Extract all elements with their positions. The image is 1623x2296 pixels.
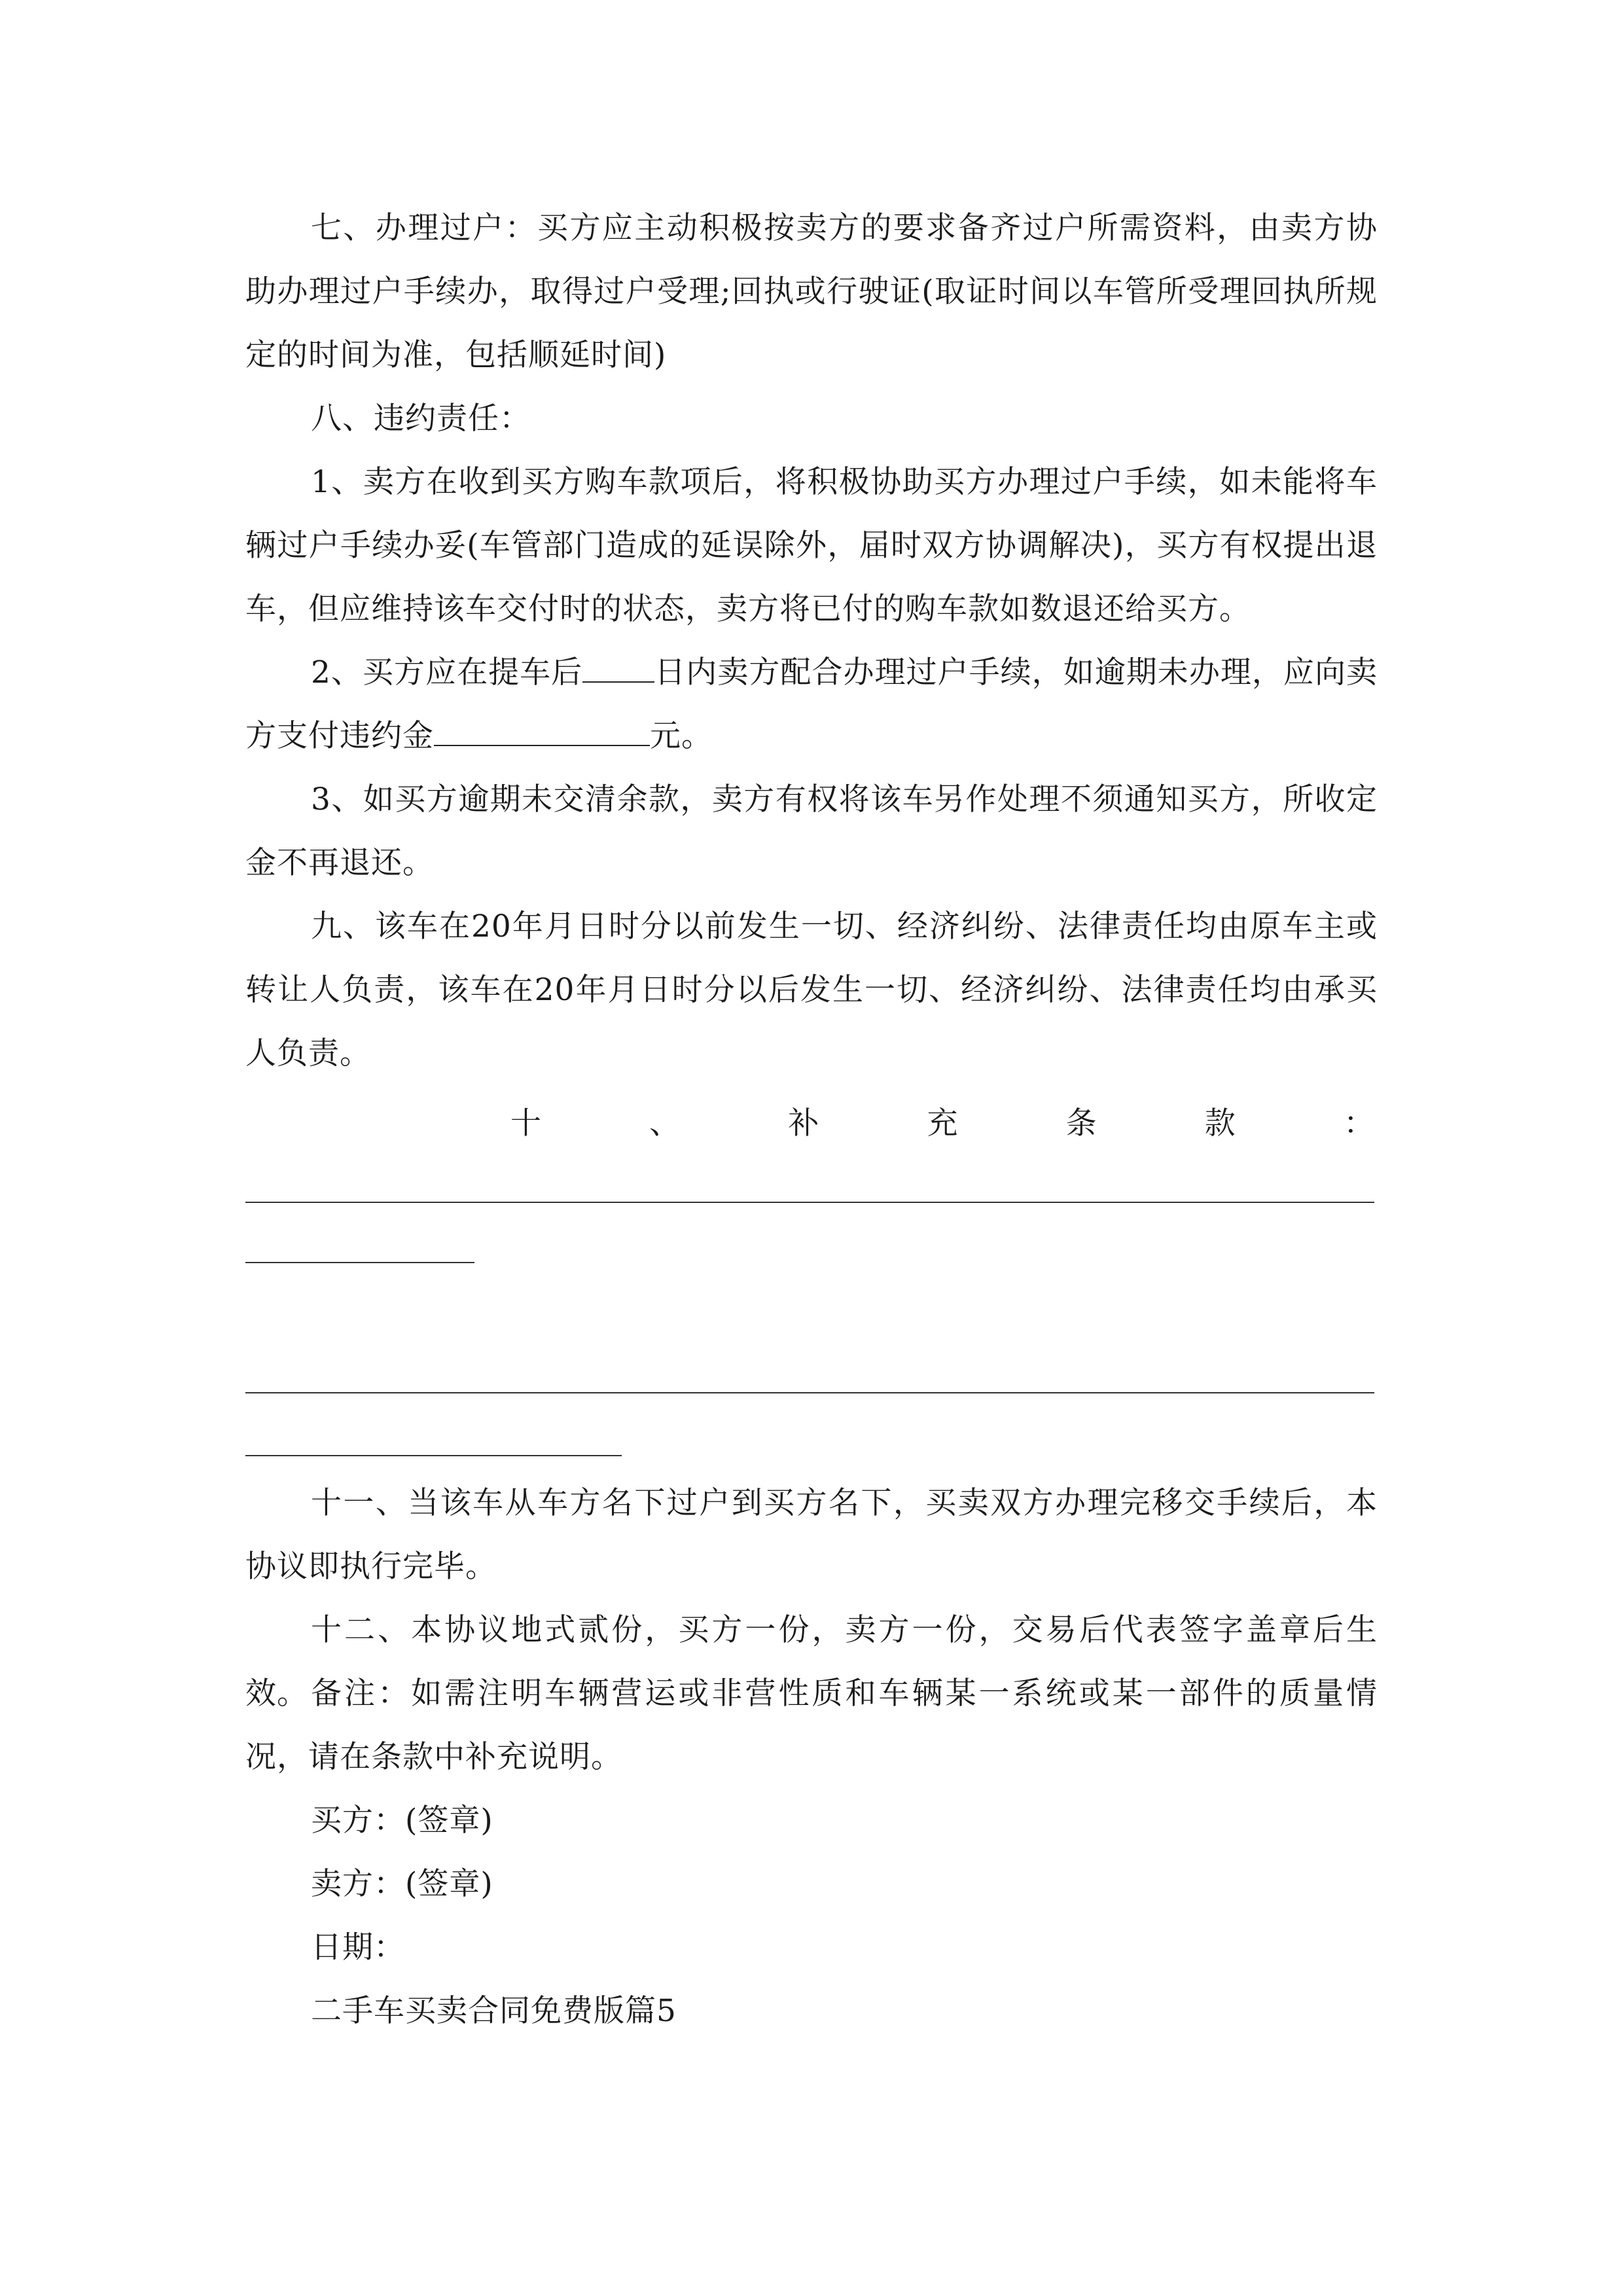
clause-8-item-2 (245, 641, 1378, 768)
buyer-signature: 买方：(签章) (311, 1803, 493, 1839)
supplement-line-2[interactable] (245, 1262, 474, 1263)
clause-8-title: 八、违约责任： (311, 401, 531, 437)
days-blank[interactable] (582, 651, 654, 683)
clause-10-char: 、 (649, 1105, 681, 1141)
clause-10-char: ： (1343, 1105, 1374, 1141)
seller-signature: 卖方：(签章) (311, 1866, 493, 1902)
clause-12: 十二、本协议地式贰份，买方一份，卖方一份，交易后代表签字盖章后生效。 (245, 1612, 1378, 1712)
supplement-line-4[interactable] (245, 1455, 622, 1456)
clause-10-char: 充 (927, 1105, 958, 1141)
clause-11: 十一、当该车从车方名下过户到买方名下，买卖双方办理完移交手续后，本协议即执行完毕。 (245, 1485, 1378, 1585)
supplement-line-3[interactable] (245, 1392, 1374, 1393)
clause-10-char: 条 (1065, 1105, 1097, 1141)
clause-10-char: 十 (510, 1105, 541, 1141)
clause-8-item-2-part-3: 元。 (650, 718, 713, 754)
clause-9: 九、该车在20年月日时分以前发生一切、经济纠纷、法律责任均由原车主或转让人负责，该车在20年月日时分以后发生一切、经济纠纷、法律责任均由承买人负责。 (245, 908, 1378, 1071)
clause-8-item-3: 3、如买方逾期未交清余款，卖方有权将该车另作处理不须通知买方，所收定金不再退还。 (245, 781, 1378, 881)
date-line: 日期： (311, 1929, 405, 1965)
clause-10-char: 补 (788, 1105, 819, 1141)
penalty-amount-blank[interactable] (434, 714, 650, 746)
clause-8-item-2-part-2: 日内卖方配合办理过户手续，如逾期未办理，应向卖方支付违约金 (245, 655, 1378, 754)
clause-7: 七、办理过户：买方应主动积极按卖方的要求备齐过户所需资料，由卖方协助办理过户手续办，取得过户受理;回执或行驶证(取证时间以车管所受理回执所规定的时间为准，包括顺延时间) (245, 210, 1378, 373)
clause-10-heading (510, 1092, 1374, 1155)
supplement-line-1[interactable] (245, 1202, 1374, 1203)
clause-10-char: 款 (1204, 1105, 1236, 1141)
note: 备注：如需注明车辆营运或非营性质和车辆某一系统或某一部件的质量情况，请在条款中补充说明。 (245, 1676, 1378, 1775)
next-section-heading: 二手车买卖合同免费版篇5 (311, 1993, 677, 2029)
clause-8-item-1: 1、卖方在收到买方购车款项后，将积极协助买方办理过户手续，如未能将车辆过户手续办妥(车管部门造成的延误除外，届时双方协调解决)，买方有权提出退车，但应维持该车交付时的状态，卖方将已付的购车款如数退还给买方。 (245, 464, 1378, 627)
clause-8-item-2-part-1: 2、买方应在提车后 (311, 655, 583, 691)
